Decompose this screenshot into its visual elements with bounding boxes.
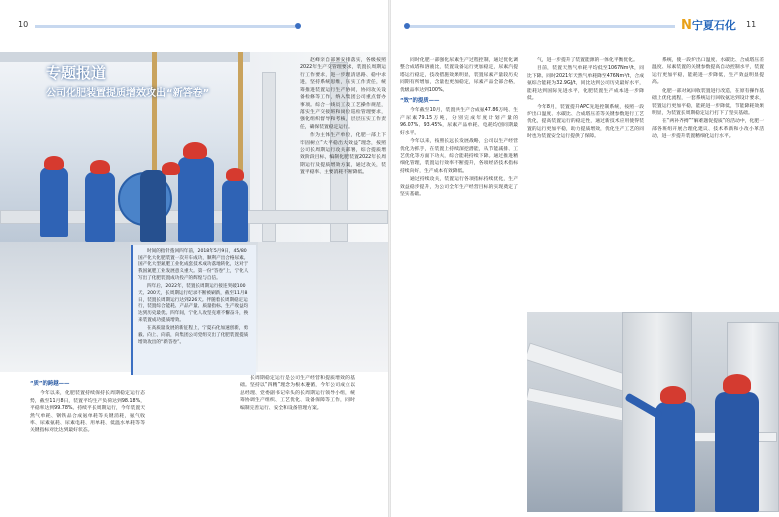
page-number-right: 11: [746, 20, 757, 29]
helmet-icon: [90, 160, 110, 174]
header-stripe-left: [35, 25, 295, 28]
paragraph: 在“两补齐搏”“解难题促提质”的活动中，化肥一部各班组开展合理化建议、技术革新和小改小革活动，进一步提升装置精细化运行水平。: [652, 119, 764, 140]
paragraph: 作为主体生产单位，化肥一部上下牢固树立“大平稳出大效益”理念，按照公司长周期运行攻关部署，综合提质增效阶段目标，编制化肥装置2022年长周期运行及提质增效方案，通过攻关，装置平稳率、主要消耗不断降低。: [300, 133, 386, 176]
paragraph: 通过持续攻关，装置运行各项指标持续优化，生产效益稳步提升，为公司全年生产经营目标的实现奠定了坚实基础。: [400, 177, 518, 198]
worker-figure: [655, 402, 695, 512]
brand-logo-initial: N: [681, 18, 692, 33]
worker-figure: [178, 157, 214, 242]
inspection-photo: [527, 312, 779, 512]
worker-figure: [222, 180, 248, 242]
worker-figure: [40, 167, 68, 237]
intro-paragraph: 在高质量发展的新征程上，宁夏石化加速创新，勇毅、向上、向前，向集团公司党组交出了化肥装置提质增效攻出的“新答卷”。: [138, 326, 249, 345]
article-title: 公司化肥装置提质增效攻出“新答卷”: [46, 88, 210, 99]
subheading-quality: “质”的跨越——: [30, 381, 70, 387]
paragraph: 今年截至10月，装置共生产合成氨47.86万吨、生产尿素79.15万吨，分别完成年度计划产量的96.07%、93.45%，尿素产品单耗、电耗均创同期最好水平。: [400, 108, 518, 136]
brand-logo-text: 宁夏石化: [691, 19, 736, 32]
helmet-icon: [183, 142, 207, 159]
paragraph: 今年以来，按照长远长发展战略，公司以生产经营优化为抓手，在装置上持续深挖潜能，从节能减排、工艺优化等方面下功夫，综合能耗持续下降。通过推进精细化管理，装置运行效率不断提升，各项经济技术指标持续向好，生产成本有效降低。: [400, 139, 518, 174]
paragraph: 今年以来，化肥装置持续保持长周期稳定运行态势，截至11月8日，装置平均生产负荷达到98.18%，平稳率达到99.78%。持续平长周期运行，今年装置天然气单耗、钢铁品合成氨单耗等关键消耗，氨气收率、尿素氨耗、尿素电耗、用单耗、低温水单耗等等关键指标对比达到最好状态。: [30, 391, 145, 434]
paragraph: 长周期稳定运行是公司生产经营和提质增效的基础。坚持以“四精”理念为根本遵循，今年公司成立以总经理、党委副书记牵头的长周期运行领导小组，统筹协调生产组织、工艺优化、设备保障等工作，同时编制完善运行、安全和设备管理方案。: [240, 376, 355, 411]
worker-figure: [140, 170, 166, 242]
text-column-a: [30, 377, 145, 502]
helmet-icon: [660, 386, 686, 404]
paragraph: 同时化肥一部强化尿素生产过程控制，通过优化调整合成塔和溶液比，装置设备运行更加稳定，尿素汽提塔运行稳定，技改措施效果明显，装置尿素产量较历史同期有所增加，含量也更加稳定，尿素产品全部合格，优级品率达到100%。: [400, 58, 518, 93]
intro-paragraph: 时间的指针拨回四年前，2018年5月9日，45/80国产化大化肥装置一次开车成功，顺利产出合格尿素。国产化大型氮肥工业化成套技术成功落地转化，这对于我国氮肥工业发展意义重大。第一份“答卷”上，宁化人写出了化肥装置成功投产的辉煌与自信。: [138, 249, 249, 281]
text-column-f: [652, 57, 764, 322]
paragraph: 气，进一步提升了装置能源的一体化平衡优化。: [537, 58, 638, 63]
brand-logo: [681, 17, 736, 33]
header-stripe-right: [410, 25, 675, 28]
helmet-icon: [44, 156, 64, 170]
helmet-icon: [162, 162, 180, 175]
text-column-e: [527, 57, 644, 307]
intro-paragraph: 四年后，2022年，装置长周期运行接连突破100天、200天，长周期运行纪录不断被刷新，截至11月8日，装置长周期运行达到226天。伴随着长周期稳定运行，装置综合能耗、产品产量、质量指标、生产收益均达到历史最优。四年间，宁化人攻坚克难不懈奋斗，换来装置成功提质增效。: [138, 284, 249, 323]
text-column-b: [240, 375, 355, 505]
paragraph: 目前，装置天然气单耗平均低至1067Nm³/t，同比下降。同时2021年天然气单耗降至476Nm³/t，合成氨综合能耗为32.9GJ/t，同比达到公司历史最好水平，能耗达到国际先进水平，化肥装置生产成本进一步降低。: [527, 66, 644, 102]
text-column-d: [400, 57, 518, 507]
page-gutter: [388, 0, 391, 517]
header-dot-icon: [295, 23, 301, 29]
text-column-c: [300, 57, 386, 357]
page-number-left: 10: [18, 20, 29, 29]
paragraph: 系统，使一段炉出口温度、水碳比、合成塔压差温度、尿素装置的关键参数提高自动控制水平，装置运行更加平稳，能耗进一步降低，生产效益明显提高。: [652, 58, 764, 86]
helmet-icon: [226, 168, 244, 181]
paragraph: 化肥一部对氮回收装置进行改造，在原有操作基础上优化流程，一套系统运行回收氨达到设计要求，装置运行更加平稳，能耗进一步降低，节能降耗效果明显，为装置长周期稳定运行打下了坚实基础。: [652, 88, 764, 116]
paragraph: 赵峰亲自部署安排落实，各级按照2022年生产交管理要求，装置长周期运行工作要求，进一步理清思路、稳中求进，坚持系统思维，压实工作责任，统筹推进装置运行生产协同，协同攻关设备检修等工作，纳入集团公司重点督办事项。综合一线员工及工艺操作规范，落实生产交接班和岗位巡检管理要求，强化组织督导和考核，层层压实工作责任，确保装置稳定运行。: [300, 58, 386, 130]
intro-box: [131, 245, 256, 375]
worker-figure: [715, 392, 759, 512]
paragraph: 今年8月，装置提升APC先进控制系统，按照一段炉出口温度、水碳比、合成塔压差等关键参数进行工艺优化，提高装置运行的稳定性，通过新技术应用使得装置的运行更加平稳，助力提质增效，优化生产工艺的同时也为装置安全运行提供了保障。: [527, 104, 644, 140]
worker-figure: [85, 172, 115, 242]
section-label: 专题报道: [46, 64, 107, 82]
subheading-efficiency: “效”的提质——: [400, 98, 440, 105]
helmet-icon: [723, 374, 751, 394]
